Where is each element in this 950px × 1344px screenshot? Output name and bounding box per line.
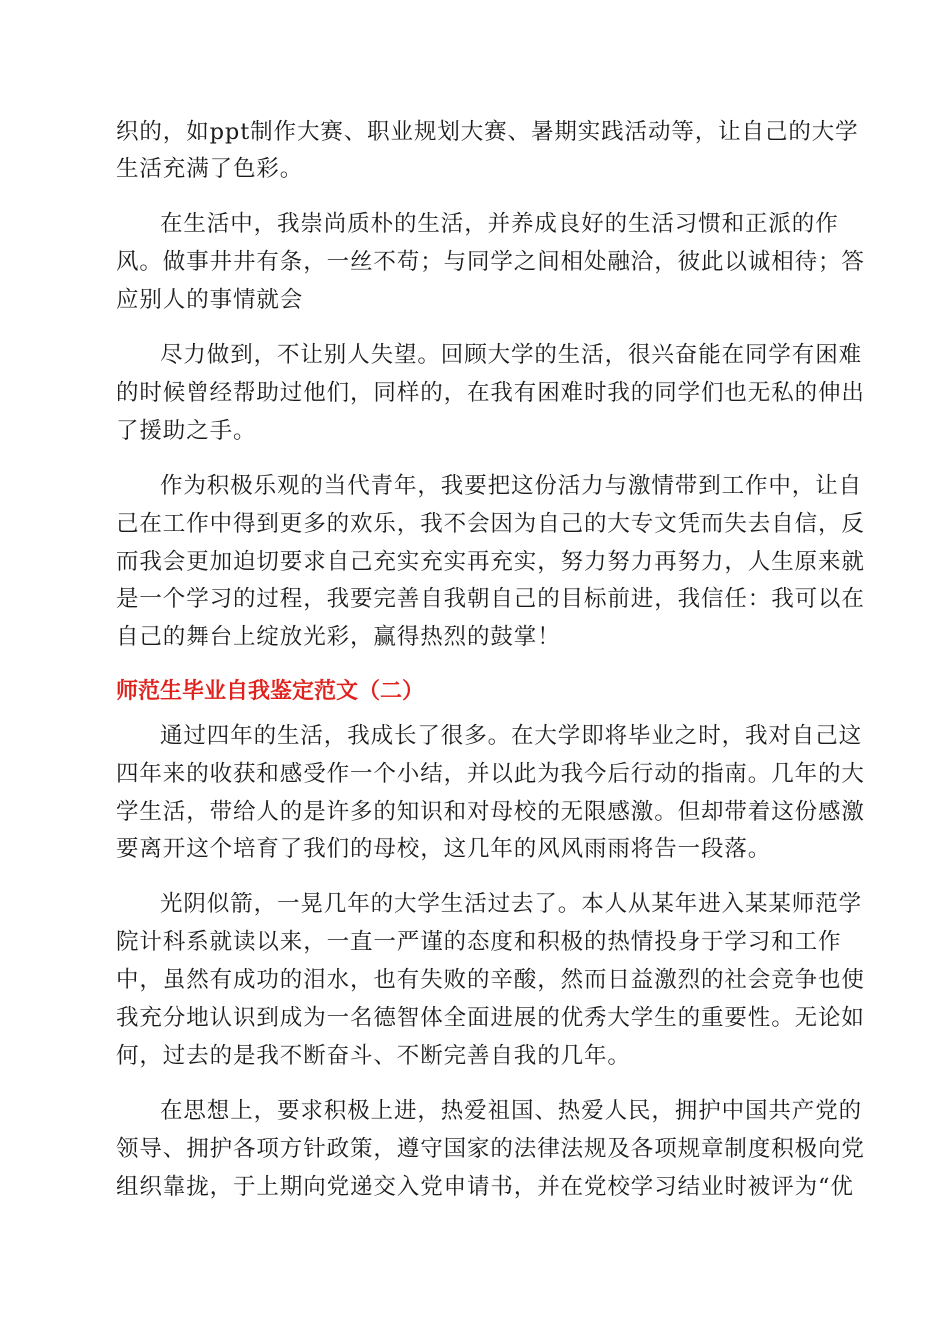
paragraph-line: 自己的舞台上绽放光彩，赢得热烈的鼓掌！ [116, 624, 561, 650]
paragraph-line: 的时候曾经帮助过他们，同样的，在我有困难时我的同学们也无私的伸出 [116, 380, 865, 406]
paragraph-line: 了援助之手。 [116, 418, 257, 444]
paragraph-line: 应别人的事情就会 [116, 287, 304, 313]
paragraph-line: 学生活，带给人的是许多的知识和对母校的无限感激。但却带着这份感激 [116, 799, 865, 825]
paragraph-line: 风。做事井井有条，一丝不苟；与同学之间相处融洽，彼此以诚相待；答 [116, 249, 865, 275]
paragraph-line: 作为积极乐观的当代青年，我要把这份活力与激情带到工作中，让自 [160, 473, 863, 499]
paragraph-line: 我充分地认识到成为一名德智体全面进展的优秀大学生的重要性。无论如 [116, 1005, 865, 1031]
paragraph-line: 光阴似箭，一晃几年的大学生活过去了。本人从某年进入某某师范学 [160, 891, 863, 917]
paragraph-line: 要离开这个培育了我们的母校，这几年的风风雨雨将告一段落。 [116, 836, 772, 862]
section-heading: 师范生毕业自我鉴定范文（二） [116, 679, 425, 704]
paragraph-line: 中，虽然有成功的泪水，也有失败的辛酸，然而日益激烈的社会竞争也使 [116, 967, 865, 993]
paragraph-line: 院计科系就读以来，一直一严谨的态度和积极的热情投身于学习和工作 [116, 929, 842, 955]
paragraph-line: 通过四年的生活，我成长了很多。在大学即将毕业之时，我对自己这 [160, 723, 863, 749]
paragraph-line: 在生活中，我崇尚质朴的生活，并养成良好的生活习惯和正派的作 [160, 211, 839, 237]
paragraph-line: 是一个学习的过程，我要完善自我朝自己的目标前进，我信任：我可以在 [116, 586, 865, 612]
paragraph-line: 领导、拥护各项方针政策，遵守国家的法律法规及各项规章制度积极向党 [116, 1136, 865, 1162]
paragraph-line: 在思想上，要求积极上进，热爱祖国、热爱人民，拥护中国共产党的 [160, 1098, 863, 1124]
paragraph-line: 生活充满了色彩。 [116, 156, 304, 182]
paragraph-line: 尽力做到，不让别人失望。回顾大学的生活，很兴奋能在同学有困难 [160, 342, 863, 368]
paragraph-line: 何，过去的是我不断奋斗、不断完善自我的几年。 [116, 1043, 631, 1069]
paragraph-line: 组织靠拢，于上期向党递交入党申请书，并在党校学习结业时被评为“优 [116, 1174, 854, 1200]
paragraph-line: 而我会更加迫切要求自己充实充实再充实，努力努力再努力，人生原来就 [116, 549, 865, 575]
paragraph-line: 织的，如ppt制作大赛、职业规划大赛、暑期实践活动等，让自己的大学 [116, 119, 859, 145]
paragraph-line: 四年来的收获和感受作一个小结，并以此为我今后行动的指南。几年的大 [116, 761, 865, 787]
paragraph-line: 己在工作中得到更多的欢乐，我不会因为自己的大专文凭而失去自信，反 [116, 511, 865, 537]
